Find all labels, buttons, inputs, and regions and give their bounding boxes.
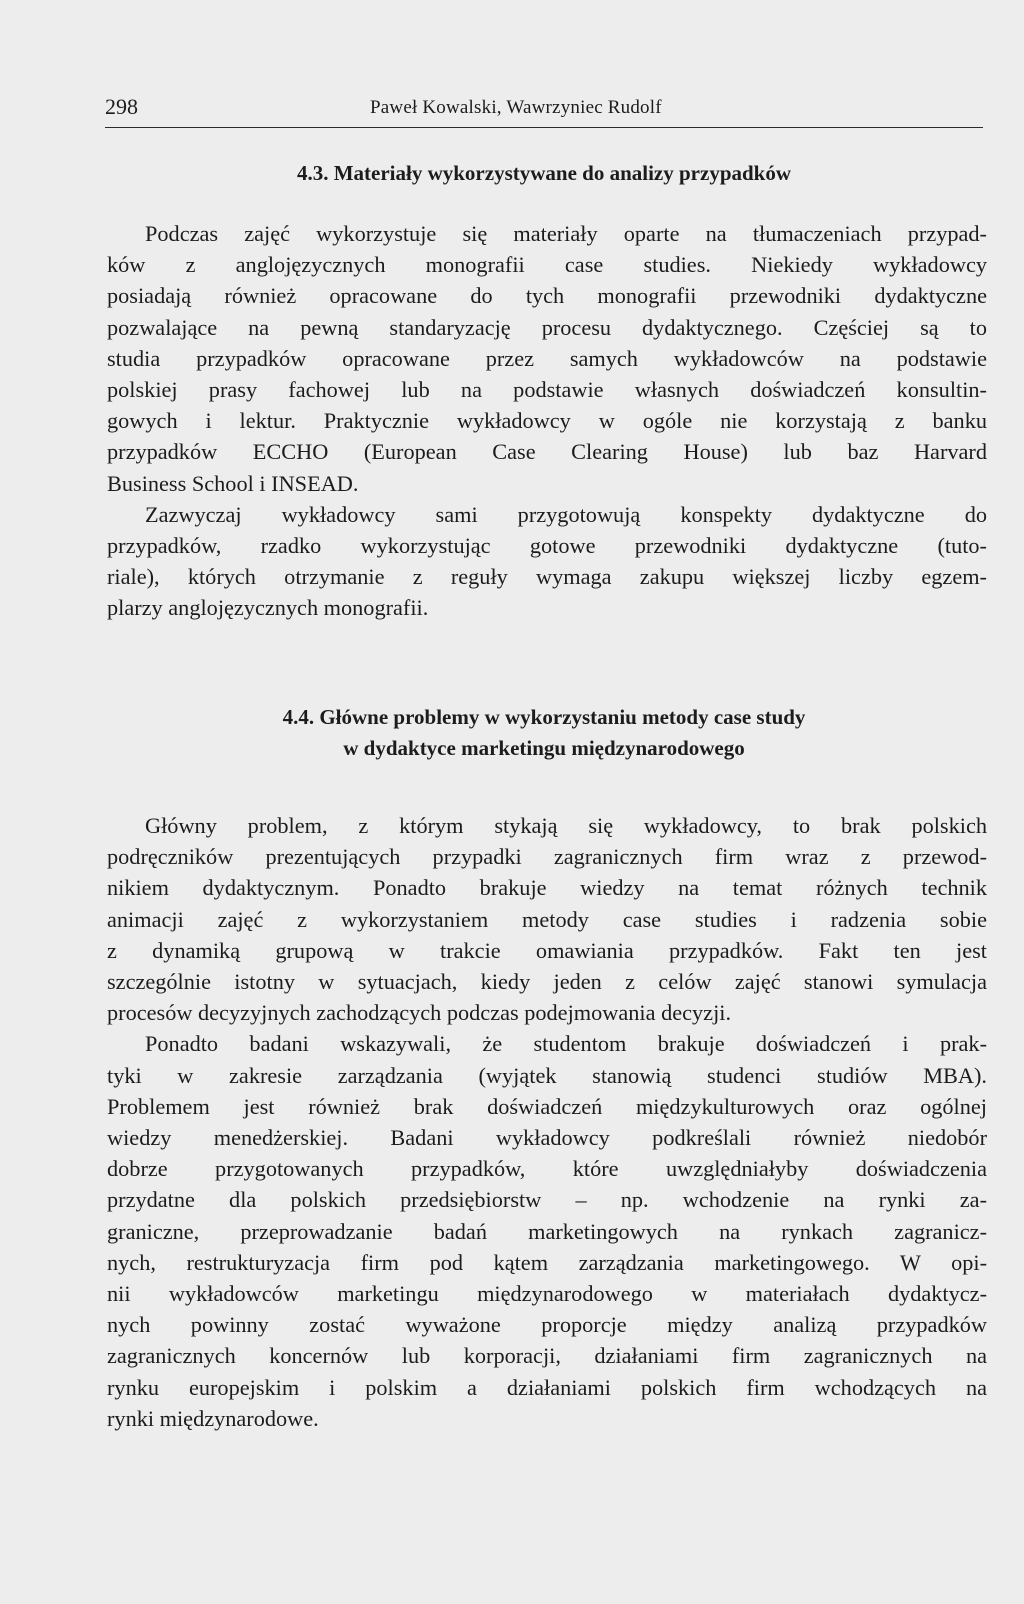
text-line: przypadków, rzadko wykorzystując gotowe przewodniki dydaktyczne (tuto- <box>107 533 987 559</box>
text-line: ków z anglojęzycznych monografii case studies. Niekiedy wykładowcy <box>107 252 987 278</box>
page-number: 298 <box>105 94 138 119</box>
section-4-4-body <box>107 810 987 1434</box>
running-title: Paweł Kowalski, Wawrzyniec Rudolf <box>370 97 662 118</box>
section-4-3-body <box>107 218 987 624</box>
text-line: Podczas zajęć wykorzystuje się materiały oparte na tłumaczeniach przypad- <box>145 221 987 246</box>
section-heading-line: 4.4. Główne problemy w wykorzystaniu metody case study <box>282 705 806 729</box>
text-line: graniczne, przeprowadzanie badań marketingowych na rynkach zagranicz- <box>107 1218 987 1244</box>
text-line: przydatne dla polskich przedsiębiorstw – np. wchodzenie na rynki za- <box>107 1187 987 1213</box>
text-line: studia przypadków opracowane przez samych wykładowców na podstawie <box>107 345 987 371</box>
text-line: procesów decyzyjnych zachodzących podczas podejmowania decyzji. <box>107 1000 732 1026</box>
text-line: Główny problem, z którym stykają się wykładowcy, to brak polskich <box>145 813 987 838</box>
text-line: dobrze przygotowanych przypadków, które uwzględniałyby doświadczenia <box>107 1156 987 1182</box>
text-line: rynku europejskim i polskim a działaniami polskich firm wchodzących na <box>107 1374 987 1400</box>
text-line: tyki w zakresie zarządzania (wyjątek stanowią studenci studiów MBA). <box>107 1062 987 1088</box>
text-line: zagranicznych koncernów lub korporacji, działaniami firm zagranicznych na <box>107 1343 987 1369</box>
text-line: wiedzy menedżerskiej. Badani wykładowcy podkreślali również niedobór <box>107 1125 987 1151</box>
text-line: nii wykładowców marketingu międzynarodowego w materiałach dydaktycz- <box>107 1281 987 1307</box>
section-heading-4-4 <box>105 702 983 764</box>
text-line: polskiej prasy fachowej lub na podstawie własnych doświadczeń konsultin- <box>107 377 987 403</box>
text-line: Problemem jest również brak doświadczeń międzykulturowych oraz ogólnej <box>107 1093 987 1119</box>
running-header <box>105 93 983 128</box>
text-line: nych, restrukturyzacja firm pod kątem zarządzania marketingowego. W opi- <box>107 1249 987 1275</box>
text-line: podręczników prezentujących przypadki zagranicznych firm wraz z przewod- <box>107 844 987 870</box>
section-heading-line: w dydaktyce marketingu międzynarodowego <box>343 736 745 760</box>
text-line: z dynamiką grupową w trakcie omawiania przypadków. Fakt ten jest <box>107 937 987 963</box>
text-line: riale), których otrzymanie z reguły wymaga zakupu większej liczby egzem- <box>107 564 987 590</box>
text-line: pozwalające na pewną standaryzację procesu dydaktycznego. Częściej są to <box>107 314 987 340</box>
section-heading-4-3: 4.3. Materiały wykorzystywane do analizy przypadków <box>296 161 792 185</box>
text-line: przypadków ECCHO (European Case Clearing House) lub baz Harvard <box>107 439 987 465</box>
text-line: szczególnie istotny w sytuacjach, kiedy jeden z celów zajęć stanowi symulacja <box>107 969 987 995</box>
text-line: Zazwyczaj wykładowcy sami przygotowują konspekty dydaktyczne do <box>145 501 987 527</box>
text-line: rynki międzynarodowe. <box>107 1405 319 1431</box>
text-line: nych powinny zostać wyważone proporcje między analizą przypadków <box>107 1312 987 1338</box>
text-line: plarzy anglojęzycznych monografii. <box>107 595 429 621</box>
text-line: Business School i INSEAD. <box>107 470 359 496</box>
text-line: Ponadto badani wskazywali, że studentom brakuje doświadczeń i prak- <box>145 1031 987 1057</box>
text-line: nikiem dydaktycznym. Ponadto brakuje wiedzy na temat różnych technik <box>107 875 987 901</box>
text-line: posiadają również opracowane do tych monografii przewodniki dydaktyczne <box>107 283 987 309</box>
text-line: gowych i lektur. Praktycznie wykładowcy w ogóle nie korzystają z banku <box>107 408 987 434</box>
text-line: animacji zajęć z wykorzystaniem metody case studies i radzenia sobie <box>107 906 987 932</box>
